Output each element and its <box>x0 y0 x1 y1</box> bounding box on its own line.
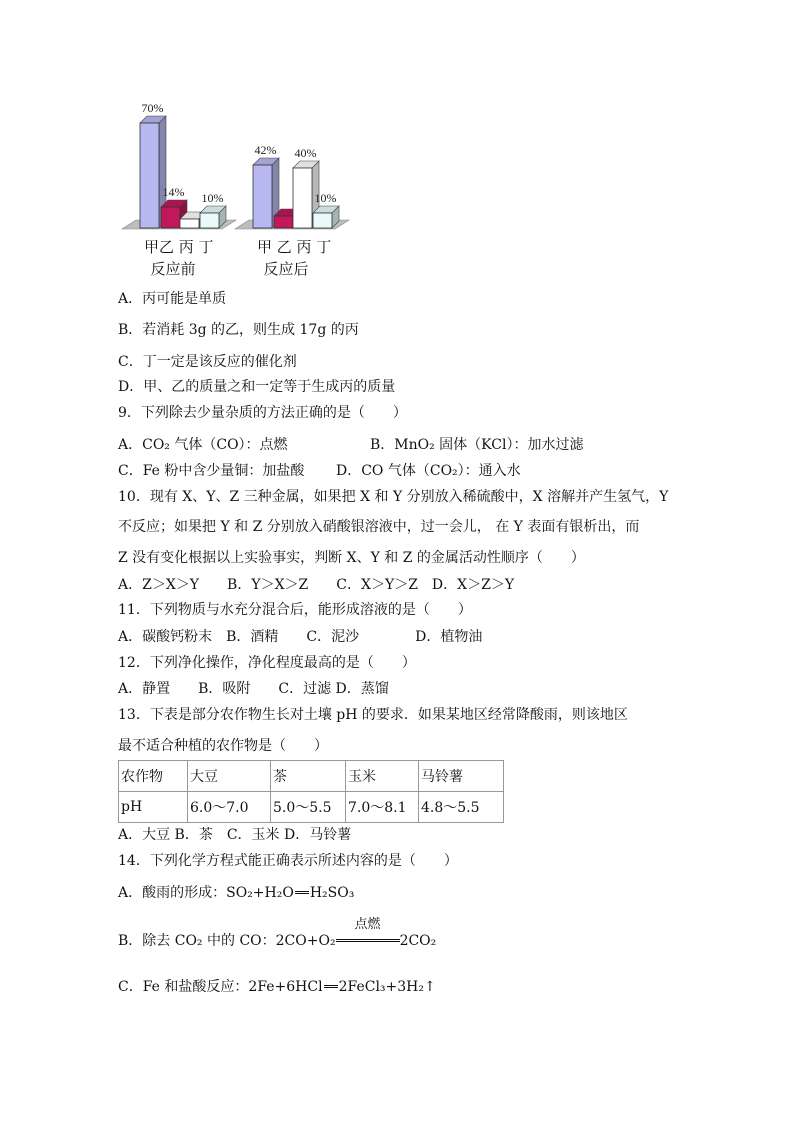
q8-option-d: D．甲、乙的质量之和一定等于生成丙的质量 <box>118 379 396 395</box>
q14-option-a <box>118 884 354 902</box>
q14-option-b <box>118 917 437 950</box>
reaction-condition <box>336 917 400 950</box>
q10-line1: 10．现有 X、Y、Z 三种金属，如果把 X 和 Y 分别放入稀硫酸中，X 溶解并产生氢气，Y <box>118 489 669 505</box>
table-cell: 7.0～8.1 <box>346 792 419 823</box>
q9-option-a: A．CO₂ 气体（CO）：点燃 <box>118 437 288 453</box>
q14-a-right: H₂SO₃ <box>309 885 355 901</box>
data-label: 10% <box>201 191 224 205</box>
q14-option-c <box>118 978 436 996</box>
bar <box>274 216 293 228</box>
q14-stem: 14．下列化学方程式能正确表示所述内容的是（ ） <box>118 853 458 869</box>
equals-sign-icon <box>324 985 338 988</box>
q10-line2: 不反应；如果把 Y 和 Z 分别放入硝酸银溶液中，过一会儿， 在 Y 表面有银析出，而 <box>118 519 640 535</box>
equals-sign-icon <box>295 891 309 894</box>
q9-stem: 9．下列除去少量杂质的方法正确的是（ ） <box>118 405 407 421</box>
bar <box>140 123 159 228</box>
q13-options: A．大豆 B．茶 C．玉米 D．马铃薯 <box>118 827 352 843</box>
q10-line3: Z 没有变化根据以上实验事实，判断 X、Y 和 Z 的金属活动性顺序（ ） <box>118 550 585 566</box>
q9-option-b: B．MnO₂ 固体（KCl）：加水过滤 <box>370 437 584 453</box>
reaction-condition-text: 点燃 <box>354 917 381 932</box>
q14-b-label: B．除去 CO₂ 中的 CO： <box>118 933 276 949</box>
table-cell: 马铃薯 <box>419 761 504 792</box>
table-cell: 4.8～5.5 <box>419 792 504 823</box>
group-label: 反应后 <box>263 260 309 278</box>
data-label: 14% <box>162 185 185 199</box>
data-label: 40% <box>294 146 317 160</box>
bar <box>293 168 312 228</box>
q11-stem: 11．下列物质与水充分混合后，能形成溶液的是（ ） <box>118 602 472 618</box>
mass-fraction-bar-chart <box>100 88 380 288</box>
data-label: 10% <box>314 191 337 205</box>
bar <box>161 207 180 228</box>
table-row <box>119 792 504 823</box>
q14-c-label: C．Fe 和盐酸反应： <box>118 979 249 995</box>
category-labels: 甲 乙 丙 丁 <box>257 238 332 256</box>
table-cell: 大豆 <box>188 761 271 792</box>
bar <box>253 165 272 228</box>
q10-options: A．Z＞X＞Y B．Y＞X＞Z C．X＞Y＞Z D．X＞Z＞Y <box>118 577 515 593</box>
q9-option-c: C．Fe 粉中含少量铜：加盐酸 <box>118 463 305 479</box>
data-label: 70% <box>141 101 164 115</box>
table-cell: 5.0～5.5 <box>271 792 346 823</box>
q14-a-left: SO₂+H₂O <box>226 885 294 901</box>
q11-options: A．碳酸钙粉末 B．酒精 C．泥沙 D．植物油 <box>118 629 483 645</box>
q13-line2: 最不适合种植的农作物是（ ） <box>118 738 328 754</box>
q8-option-b: B．若消耗 3g 的乙，则生成 17g 的丙 <box>118 322 359 338</box>
bar <box>313 213 332 228</box>
q14-c-right: 2FeCl₃+3H₂↑ <box>338 979 436 995</box>
table-cell: pH <box>119 792 188 823</box>
table-row <box>119 761 504 792</box>
q9-option-d: D．CO 气体（CO₂）：通入水 <box>336 463 521 479</box>
data-label: 42% <box>254 143 277 157</box>
bar <box>180 219 199 228</box>
q14-b-left: 2CO+O₂ <box>275 933 336 949</box>
category-labels: 甲乙 丙 丁 <box>144 238 214 256</box>
bar <box>200 213 219 228</box>
group-label: 反应前 <box>150 260 196 278</box>
equals-sign-icon <box>336 939 400 942</box>
chart-marks <box>122 101 349 278</box>
q13-line1: 13．下表是部分农作物生长对土壤 pH 的要求．如果某地区经常降酸雨，则该地区 <box>118 707 628 723</box>
q14-b-right: 2CO₂ <box>399 933 437 949</box>
q8-option-a: A．丙可能是单质 <box>118 291 227 307</box>
crop-ph-table <box>118 760 504 823</box>
q14-c-left: 2Fe+6HCl <box>248 979 323 995</box>
table-cell: 农作物 <box>119 761 188 792</box>
q8-option-c: C．丁一定是该反应的催化剂 <box>118 354 297 370</box>
table-cell: 茶 <box>271 761 346 792</box>
q14-a-label: A．酸雨的形成： <box>118 885 227 901</box>
q12-options: A．静置 B．吸附 C．过滤 D．蒸馏 <box>118 681 389 697</box>
table-cell: 玉米 <box>346 761 419 792</box>
q12-stem: 12．下列净化操作，净化程度最高的是（ ） <box>118 655 416 671</box>
table-cell: 6.0～7.0 <box>188 792 271 823</box>
